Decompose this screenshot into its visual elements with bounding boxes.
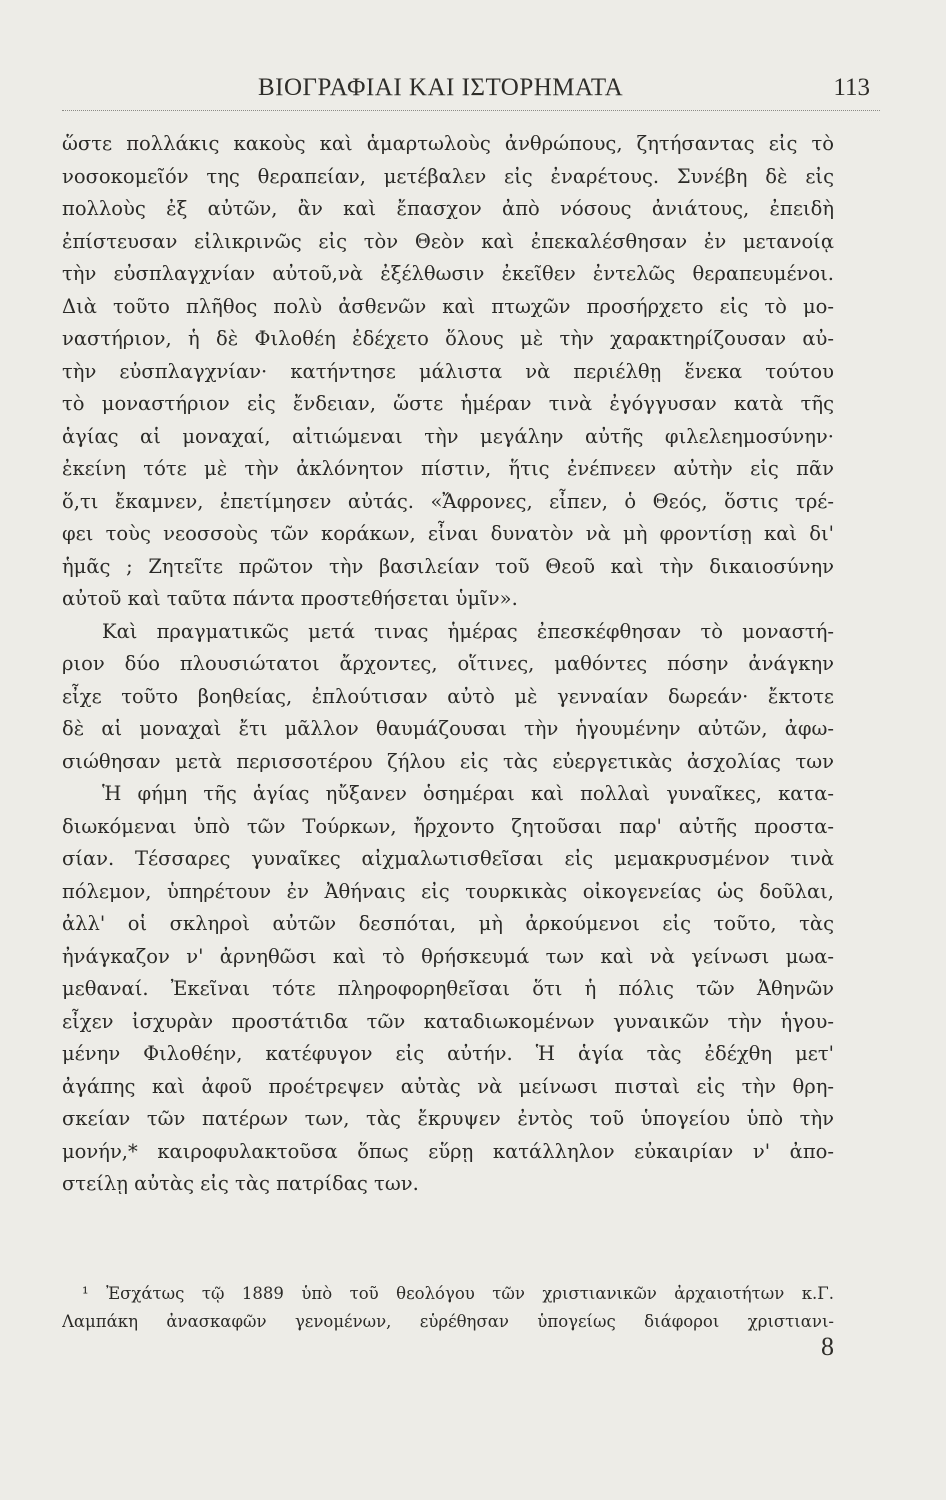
text-line: αὐτοῦ καὶ ταῦτα πάντα προστεθήσεται ὑμῖν». — [62, 587, 518, 610]
text-line: Διὰ τοῦτο πλῆθος πολὺ ἀσθενῶν καὶ πτωχῶν προσήρχετο εἰς τὸ μο- — [62, 294, 834, 318]
page-number: 113 — [833, 74, 870, 101]
text-line: εἶχεν ἰσχυρὰν προστάτιδα τῶν καταδιωκομένων γυναικῶν τὴν ἡγου- — [62, 1009, 834, 1033]
text-line: μονήν,* καιροφυλακτοῦσα ὅπως εὕρῃ κατάλληλον εὐκαιρίαν ν' ἀπο- — [62, 1139, 834, 1163]
text-line: ἁγίας αἱ μοναχαί, αἰτιώμεναι τὴν μεγάλην αὐτῆς φιλελεημοσύνην· — [62, 424, 834, 448]
text-line: ὅ,τι ἔκαμνεν, ἐπετίμησεν αὐτάς. «Ἄφρονες, εἶπεν, ὁ Θεός, ὅστις τρέ- — [62, 489, 834, 513]
signature-mark: 8 — [821, 1332, 834, 1361]
text-line: ριον δύο πλουσιώτατοι ἄρχοντες, οἵτινες, μαθόντες πόσην ἀνάγκην — [62, 652, 834, 675]
text-line: διωκόμεναι ὑπὸ τῶν Τούρκων, ἤρχοντο ζητοῦσαι παρ' αὐτῆς προστα- — [62, 814, 834, 838]
running-title: ΒΙΟΓΡΑΦΙΑΙ ΚΑΙ ΙΣΤΟΡΗΜΑΤΑ — [258, 74, 624, 101]
footnotes — [62, 1280, 834, 1336]
footnote-line: Λαμπάκη ἀνασκαφῶν γενομένων, εὑρέθησαν ὑπογείως διάφοροι χριστιανι- — [62, 1312, 834, 1331]
paragraph-start-line: Ἡ φήμη τῆς ἁγίας ηὔξανεν ὁσημέραι καὶ πολλαὶ γυναῖκες, κατα- — [102, 782, 834, 805]
text-line: πολλοὺς ἐξ αὐτῶν, ἂν καὶ ἔπασχον ἀπὸ νόσους ἀνιάτους, ἐπειδὴ — [62, 197, 834, 220]
text-line: ὥστε πολλάκις κακοὺς καὶ ἁμαρτωλοὺς ἀνθρώπους, ζητήσαντας εἰς τὸ — [62, 132, 834, 155]
text-line: ἐπίστευσαν εἰλικρινῶς εἰς τὸν Θεὸν καὶ ἐπεκαλέσθησαν ἐν μετανοίᾳ — [62, 229, 834, 253]
text-line: σκείαν τῶν πατέρων των, τὰς ἔκρυψεν ἐντὸς τοῦ ὑπογείου ὑπὸ τὴν — [62, 1107, 834, 1130]
text-line: ἀγάπης καὶ ἀφοῦ προέτρεψεν αὐτὰς νὰ μείνωσι πισταὶ εἰς τὴν θρη- — [62, 1074, 834, 1098]
text-line: ἀλλ' οἱ σκληροὶ αὐτῶν δεσπόται, μὴ ἀρκούμενοι εἰς τοῦτο, τὰς — [62, 912, 834, 935]
paragraph-start-line: Καὶ πραγματικῶς μετά τινας ἡμέρας ἐπεσκέφθησαν τὸ μοναστή- — [102, 619, 834, 643]
text-line: τὴν εὐσπλαγχνίαν· κατήντησε μάλιστα νὰ περιέλθῃ ἕνεκα τούτου — [62, 359, 834, 383]
header-rule — [62, 110, 880, 111]
text-line: φει τοὺς νεοσσοὺς τῶν κοράκων, εἶναι δυνατὸν νὰ μὴ φροντίσῃ καὶ δι' — [62, 522, 834, 545]
text-line: σιώθησαν μετὰ περισσοτέρου ζήλου εἰς τὰς εὐεργετικὰς ἀσχολίας των — [62, 749, 834, 773]
text-line: σίαν. Τέσσαρες γυναῖκες αἰχμαλωτισθεῖσαι εἰς μεμακρυσμένον τινὰ — [62, 847, 834, 870]
text-line: δὲ αἱ μοναχαὶ ἔτι μᾶλλον θαυμάζουσαι τὴν ἡγουμένην αὐτῶν, ἀφω- — [62, 717, 834, 740]
text-line: τὴν εὐσπλαγχνίαν αὐτοῦ,νὰ ἐξέλθωσιν ἐκεῖθεν ἐντελῶς θεραπευμένοι. — [62, 262, 834, 285]
text-line: τὸ μοναστήριον εἰς ἔνδειαν, ὥστε ἡμέραν τινὰ ἐγόγγυσαν κατὰ τῆς — [62, 392, 834, 415]
page-header — [62, 70, 880, 114]
text-line: ναστήριον, ἡ δὲ Φιλοθέη ἐδέχετο ὅλους μὲ τὴν χαρακτηρίζουσαν αὐ- — [62, 327, 834, 350]
text-line: μένην Φιλοθέην, κατέφυγον εἰς αὐτήν. Ἡ ἁγία τὰς ἐδέχθη μετ' — [62, 1042, 834, 1065]
text-line: εἶχε τοῦτο βοηθείας, ἐπλούτισαν αὐτὸ μὲ γενναίαν δωρεάν· ἔκτοτε — [62, 684, 834, 708]
text-line: ἡμᾶς ; Ζητεῖτε πρῶτον τὴν βασιλείαν τοῦ Θεοῦ καὶ τὴν δικαιοσύνην — [62, 554, 834, 578]
text-line: στείλῃ αὐτὰς εἰς τὰς πατρίδας των. — [62, 1172, 419, 1195]
text-line: ἐκείνη τότε μὲ τὴν ἀκλόνητον πίστιν, ἥτις ἐνέπνεεν αὐτὴν εἰς πᾶν — [62, 457, 834, 480]
text-line: μεθαναί. Ἐκεῖναι τότε πληροφορηθεῖσαι ὅτι ἡ πόλις τῶν Ἀθηνῶν — [62, 977, 834, 1000]
text-line: νοσοκομεῖόν της θεραπείαν, μετέβαλεν εἰς ἐναρέτους. Συνέβη δὲ εἰς — [62, 164, 834, 188]
text-line: ἠνάγκαζον ν' ἀρνηθῶσι καὶ τὸ θρήσκευμά των καὶ νὰ γείνωσι μωα- — [62, 944, 834, 968]
text-line: πόλεμον, ὑπηρέτουν ἐν Ἀθήναις εἰς τουρκικὰς οἰκογενείας ὡς δοῦλαι, — [62, 879, 834, 903]
body-text — [62, 128, 834, 1201]
footnote-line: ¹ Ἐσχάτως τῷ 1889 ὑπὸ τοῦ θεολόγου τῶν χριστιανικῶν ἀρχαιοτήτων κ.Γ. — [82, 1284, 834, 1303]
